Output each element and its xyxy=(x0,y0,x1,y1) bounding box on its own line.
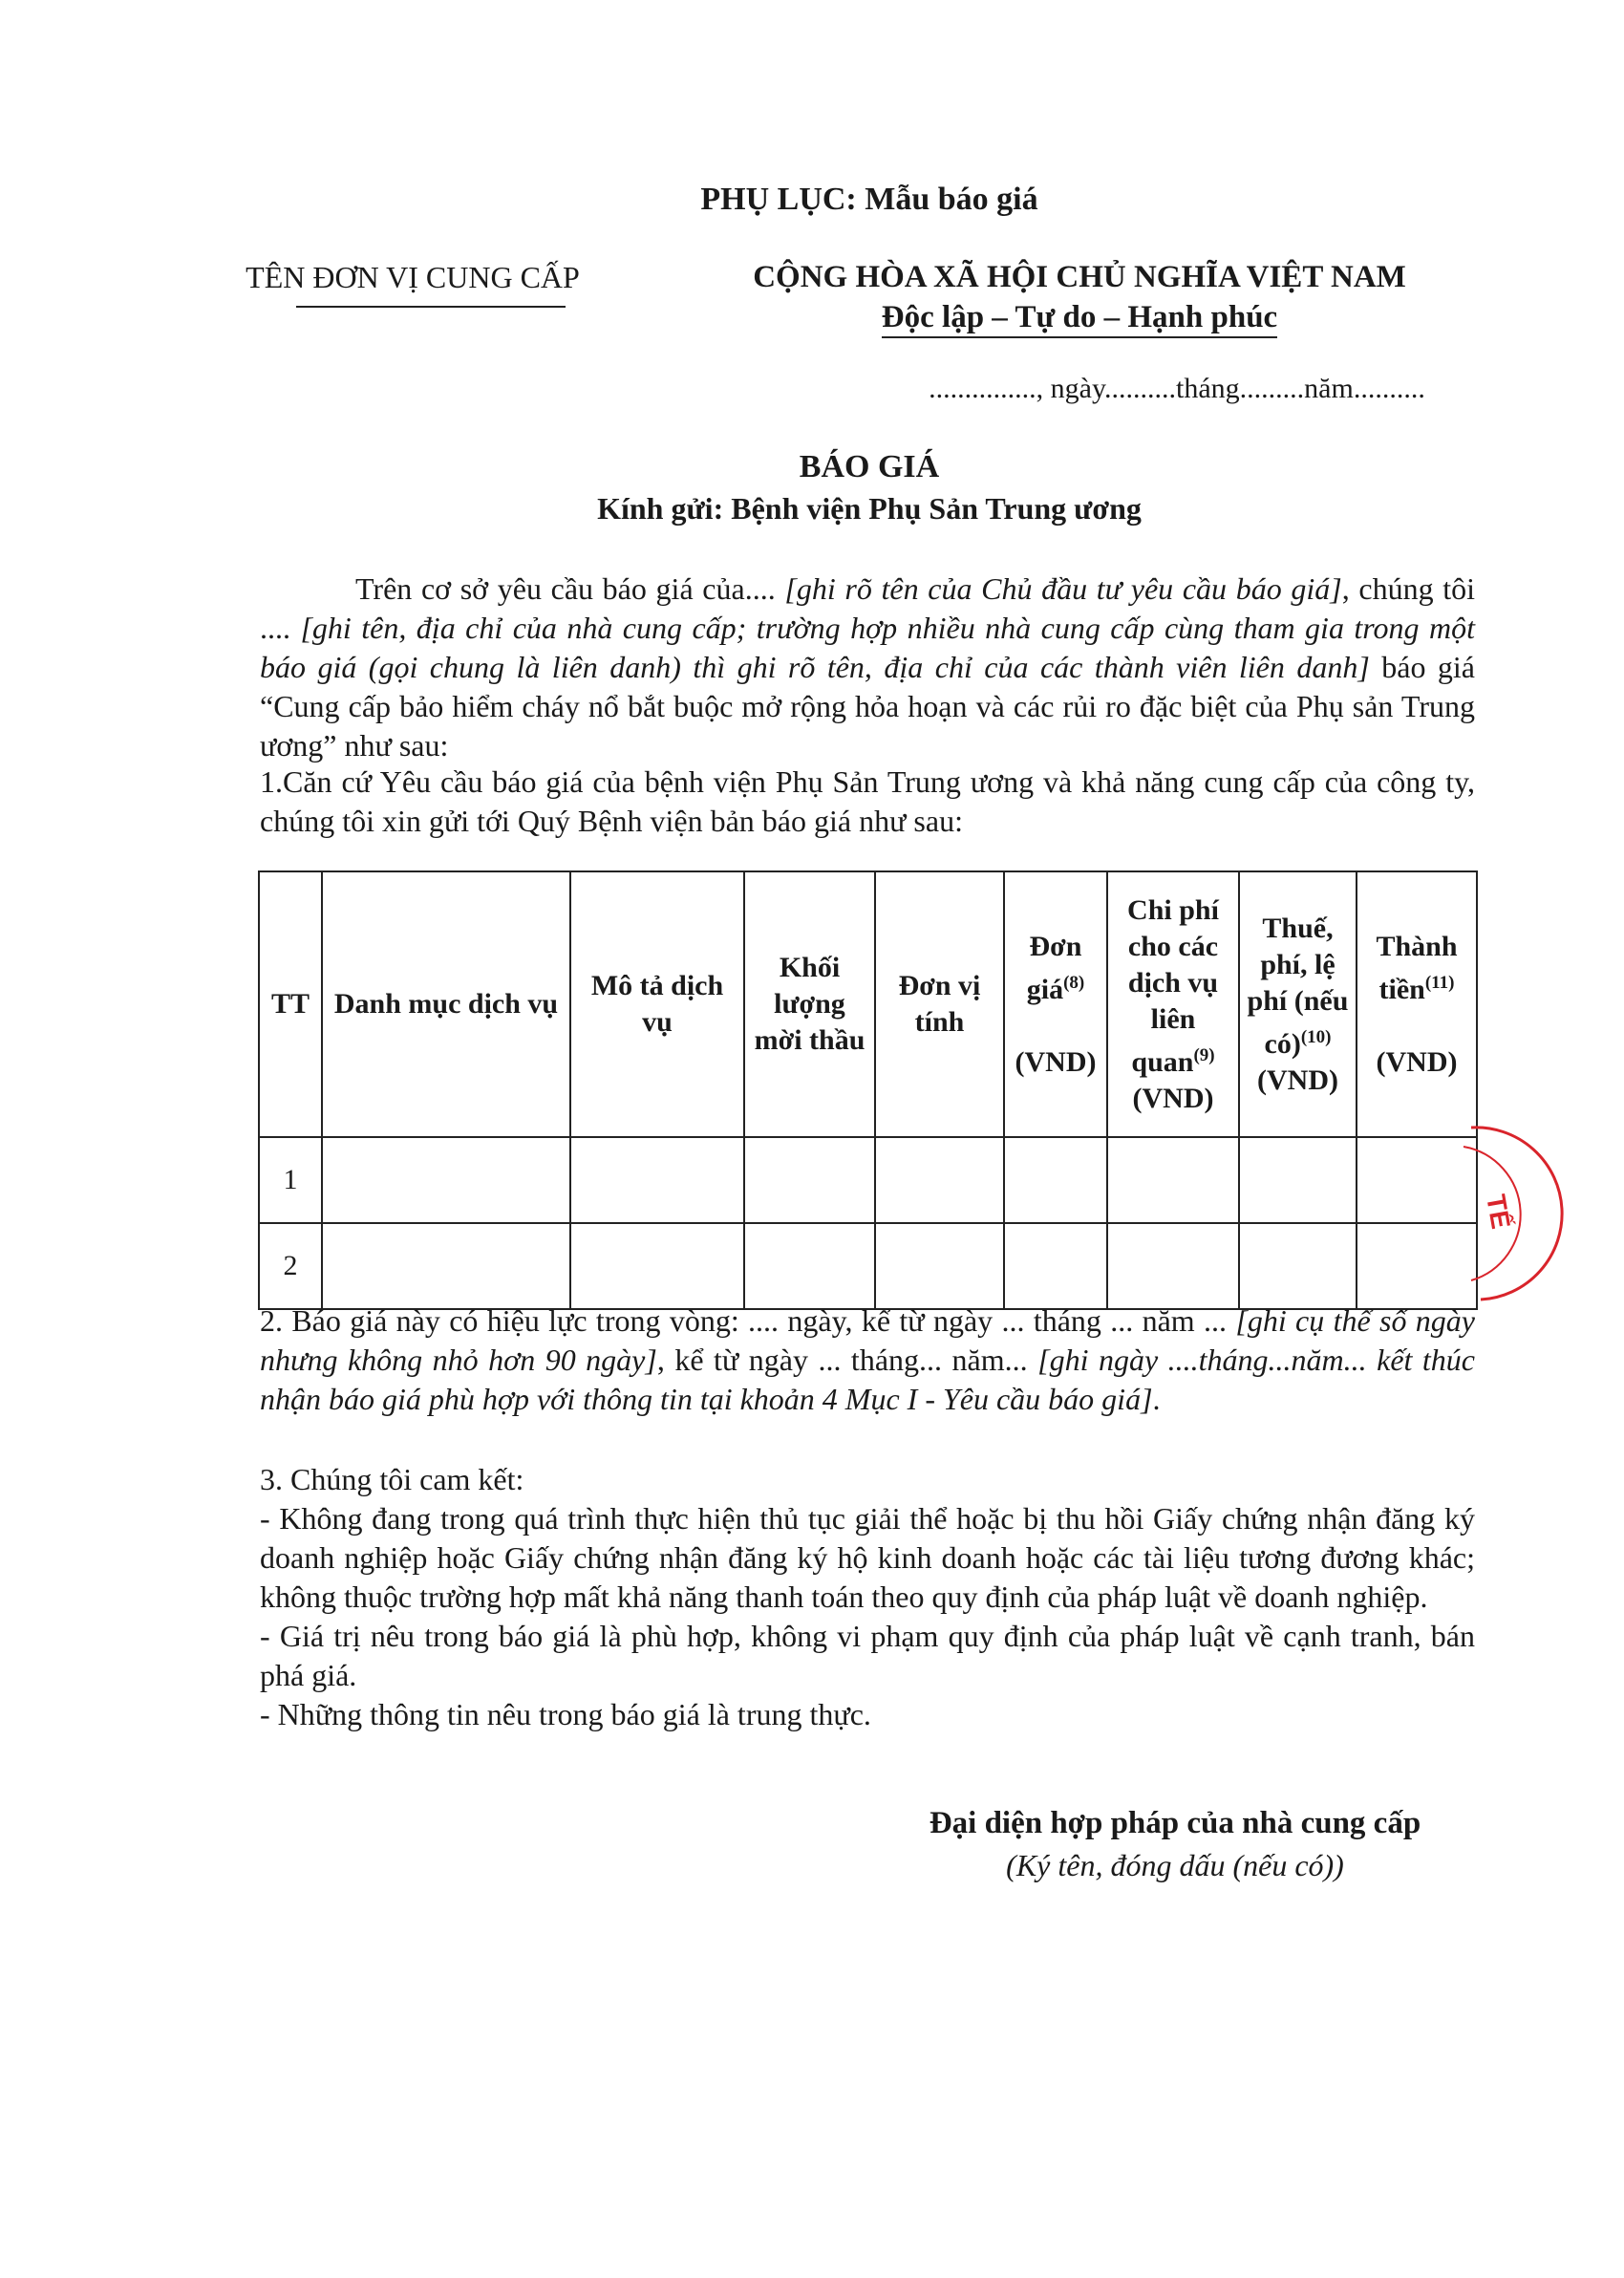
item-3-title: 3. Chúng tôi cam kết: xyxy=(260,1462,524,1496)
row-cell xyxy=(1239,1137,1357,1223)
row-cell xyxy=(1239,1223,1357,1309)
intro-note-2: [ghi tên, địa chỉ của nhà cung cấp; trường hợp nhiều nhà cung cấp cùng tham gia trong một báo giá (gọi chung là liên danh) thì ghi rõ tên, địa chỉ của các thành viên liên danh] xyxy=(260,611,1475,684)
header-service-desc: Mô tả dịch vụ xyxy=(570,871,744,1137)
intro-text-2: , chúng tôi .... xyxy=(260,571,1476,645)
quote-table xyxy=(258,870,1478,1310)
item-3-commitments xyxy=(260,1460,1475,1734)
header-service-list: Danh mục dịch vụ xyxy=(322,871,570,1137)
row-cell xyxy=(875,1137,1004,1223)
header-unit-price: Đơn giá$^{(8)}$ (VND) xyxy=(1004,871,1107,1137)
supplier-unit-name: TÊN ĐƠN VỊ CUNG CẤP xyxy=(246,260,580,294)
national-title: CỘNG HÒA XÃ HỘI CHỦ NGHĨA VIỆT NAM xyxy=(753,260,1406,294)
header-total: Thành tiền$^{(11)}$ (VND) xyxy=(1357,871,1477,1137)
item-2-paragraph xyxy=(260,1301,1475,1419)
commitment-3: - Những thông tin nêu trong báo giá là trung thực. xyxy=(260,1697,871,1731)
row-cell xyxy=(570,1137,744,1223)
header-tt: TT xyxy=(259,871,322,1137)
row-cell xyxy=(1004,1137,1107,1223)
header-tax: Thuế, phí, lệ phí (nếu có)$^{(10)}$ (VND) xyxy=(1239,871,1357,1137)
red-seal-stamp xyxy=(1462,1118,1576,1309)
row-cell xyxy=(322,1223,570,1309)
header-quantity: Khối lượng mời thầu xyxy=(744,871,875,1137)
row-cell xyxy=(322,1137,570,1223)
supplier-underline xyxy=(296,306,566,308)
appendix-title: PHỤ LỤC: Mẫu báo giá xyxy=(700,182,1038,217)
header-related-cost: Chi phí cho các dịch vụ liên quan$^{(9)}$ (VND) xyxy=(1107,871,1239,1137)
commitment-2: - Giá trị nêu trong báo giá là phù hợp, không vi phạm quy định của pháp luật về cạnh tranh, bán phá giá. xyxy=(260,1619,1475,1692)
item-1-paragraph: 1.Căn cứ Yêu cầu báo giá của bệnh viện Phụ Sản Trung ương và khả năng cung cấp của công ty, chúng tôi xin gửi tới Quý Bệnh viện bản báo giá như sau: xyxy=(260,764,1475,838)
intro-text-3: báo giá “Cung cấp bảo hiểm cháy nổ bắt buộc mở rộng hỏa hoạn và các rủi ro đặc biệt của Phụ sản Trung ương” như sau: xyxy=(260,650,1476,763)
quote-table-header-row xyxy=(259,871,1477,1137)
row-cell xyxy=(1357,1223,1477,1309)
item-2-note-2: [ghi ngày ....tháng...năm... kết thúc nhận báo giá phù hợp với thông tin tại khoản 4 Mục I - Yêu cầu báo giá] xyxy=(260,1343,1476,1416)
row-tt: 2 xyxy=(259,1223,322,1309)
item-2-text-3: . xyxy=(1152,1382,1161,1416)
signature-note: (Ký tên, đóng dấu (nếu có)) xyxy=(1006,1848,1344,1882)
date-line: ..............., ngày..........tháng.........năm.......... xyxy=(929,373,1425,404)
row-cell xyxy=(570,1223,744,1309)
item-2-note-1: [ghi cụ thể số ngày nhưng không nhỏ hơn 90 ngày] xyxy=(260,1303,1476,1377)
row-cell xyxy=(875,1223,1004,1309)
item-2-text-2: , kể từ ngày ... tháng... năm... xyxy=(656,1343,1038,1377)
intro-note-1: [ghi rõ tên của Chủ đầu tư yêu cầu báo giá] xyxy=(784,571,1342,606)
row-cell xyxy=(1107,1223,1239,1309)
intro-text-1: Trên cơ sở yêu cầu báo giá của.... xyxy=(355,571,785,606)
row-tt: 1 xyxy=(259,1137,322,1223)
national-motto xyxy=(736,300,1423,335)
item-2-text-1: 2. Báo giá này có hiệu lực trong vòng: .... ngày, kể từ ngày ... tháng ... năm ... xyxy=(260,1303,1236,1338)
row-cell xyxy=(1357,1137,1477,1223)
national-motto-text: Độc lập – Tự do – Hạnh phúc xyxy=(882,300,1277,338)
svg-text:TẾ: TẾ xyxy=(1481,1192,1516,1232)
header-unit: Đơn vị tính xyxy=(875,871,1004,1137)
intro-paragraph xyxy=(260,570,1475,765)
row-cell xyxy=(744,1223,875,1309)
table-row xyxy=(259,1137,1477,1223)
row-cell xyxy=(1004,1223,1107,1309)
recipient-line: Kính gửi: Bệnh viện Phụ Sản Trung ương xyxy=(597,491,1142,526)
commitment-1: - Không đang trong quá trình thực hiện thủ tục giải thể hoặc bị thu hồi Giấy chứng nhận đăng ký doanh nghiệp hoặc Giấy chứng nhận đăng ký hộ kinh doanh hoặc các tài liệu tương đương khác; không thuộc trường hợp mất khả năng thanh toán theo quy định của pháp luật về doanh nghiệp. xyxy=(260,1501,1475,1614)
document-title: BÁO GIÁ xyxy=(799,449,940,484)
table-row xyxy=(259,1223,1477,1309)
signature-title: Đại diện hợp pháp của nhà cung cấp xyxy=(929,1806,1421,1840)
row-cell xyxy=(744,1137,875,1223)
row-cell xyxy=(1107,1137,1239,1223)
